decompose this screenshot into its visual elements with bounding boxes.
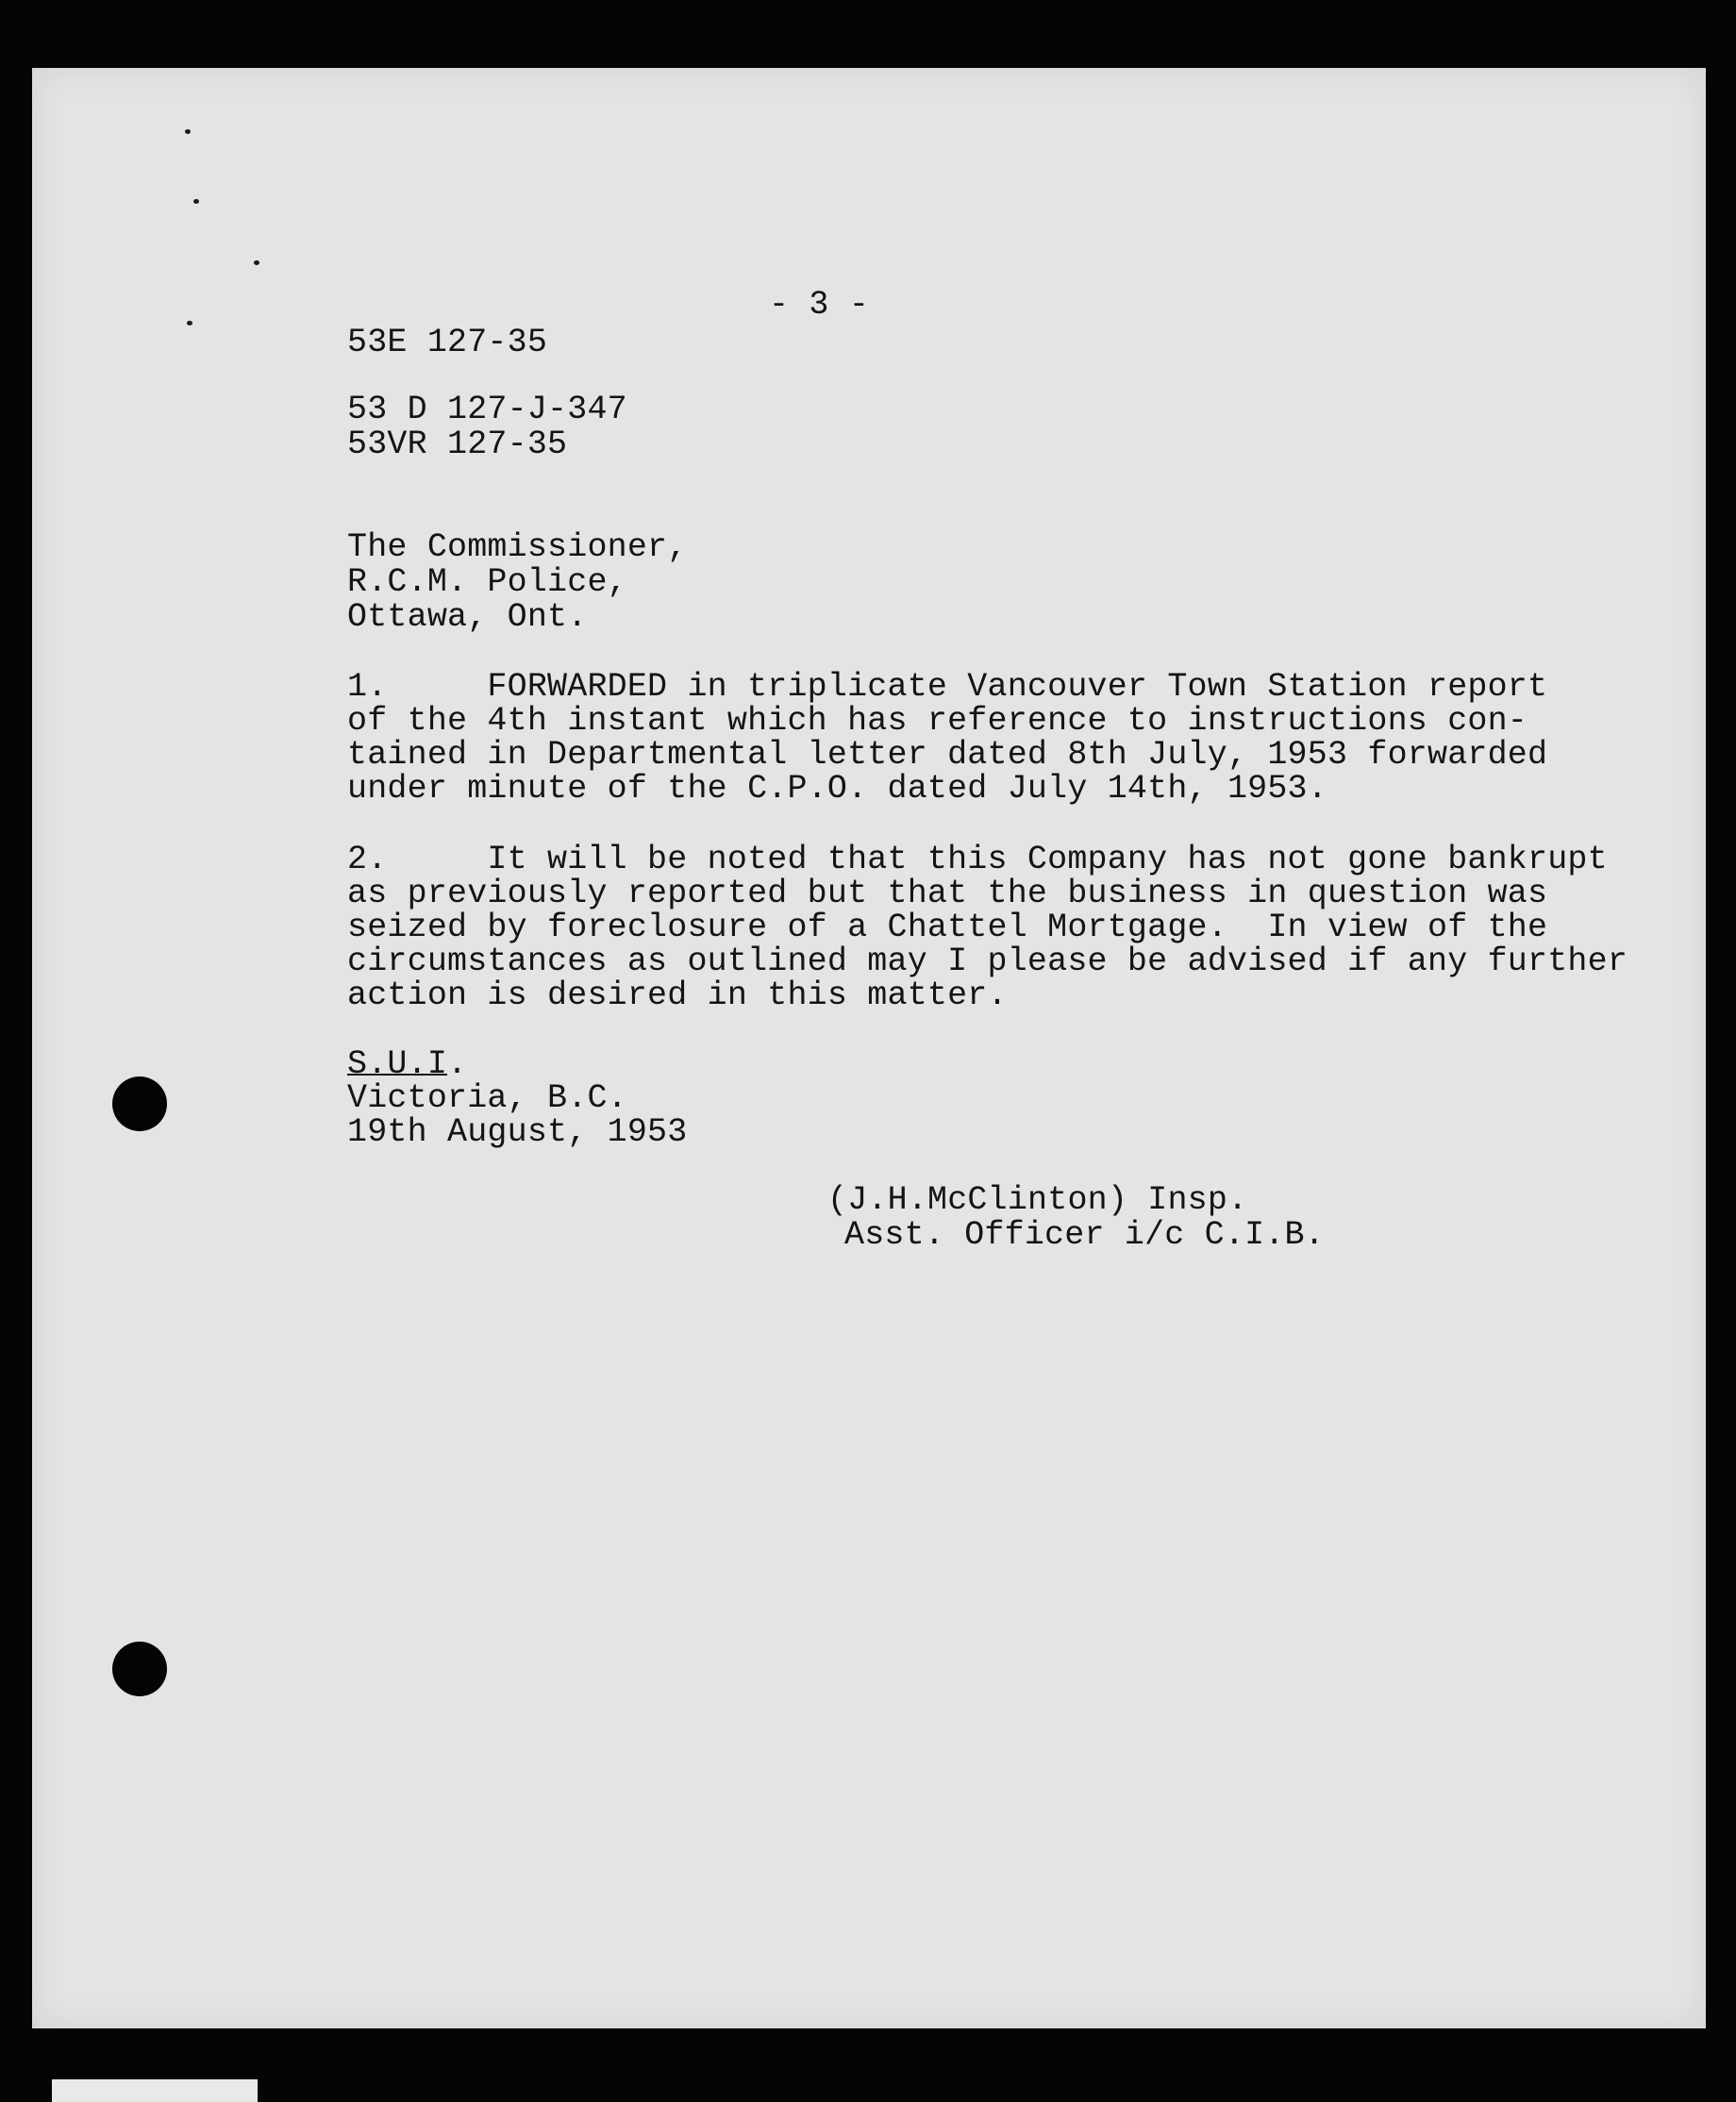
file-reference-2: 53 D 127-J-347	[347, 391, 627, 428]
margin-speck	[185, 129, 191, 134]
paragraph-line: as previously reported but that the business in question was	[347, 875, 1548, 912]
paragraph-line: of the 4th instant which has reference to instructions con-	[347, 702, 1528, 740]
punch-hole-top	[112, 1076, 167, 1131]
paragraph-line: 2. It will be noted that this Company has not gone bankrupt	[347, 841, 1608, 878]
file-reference-3: 53VR 127-35	[347, 425, 568, 463]
office-line	[347, 1047, 467, 1081]
paper-edge-tab	[52, 2079, 258, 2102]
addressee-line: The Commissioner,	[347, 528, 688, 566]
paragraph-line: circumstances as outlined may I please be advised if any further	[347, 943, 1628, 980]
signatory-name: (J.H.McClinton) Insp.	[827, 1181, 1248, 1219]
paragraph-line: 1. FORWARDED in triplicate Vancouver Town Station report	[347, 668, 1548, 706]
paragraph-line: action is desired in this matter.	[347, 976, 1008, 1014]
origin-date: 19th August, 1953	[347, 1113, 688, 1151]
origin-place: Victoria, B.C.	[347, 1079, 627, 1117]
addressee-line: Ottawa, Ont.	[347, 598, 588, 636]
paragraph-line: seized by foreclosure of a Chattel Mortgage. In view of the	[347, 909, 1548, 946]
paragraph-line: tained in Departmental letter dated 8th July, 1953 forwarded	[347, 736, 1548, 774]
signatory-title: Asst. Officer i/c C.I.B.	[844, 1216, 1325, 1254]
office-period: .	[447, 1045, 468, 1083]
punch-hole-bottom	[112, 1642, 167, 1696]
margin-speck	[254, 260, 259, 265]
page-number: - 3 -	[769, 286, 870, 324]
margin-speck	[187, 321, 192, 325]
file-reference-1: 53E 127-35	[347, 324, 548, 361]
document-page	[32, 68, 1706, 2028]
paragraph-line: under minute of the C.P.O. dated July 14th, 1953.	[347, 770, 1327, 808]
office-code: S.U.I	[347, 1045, 448, 1083]
margin-speck	[193, 199, 199, 204]
addressee-line: R.C.M. Police,	[347, 563, 627, 601]
